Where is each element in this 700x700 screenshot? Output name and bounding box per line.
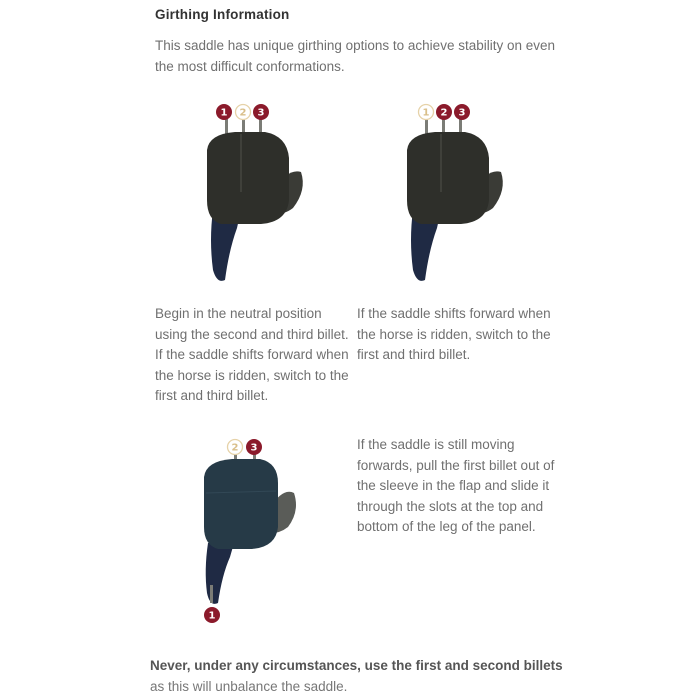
warning-note [150, 655, 570, 697]
billet-badge-1 [216, 104, 232, 120]
billet-badge-2 [228, 440, 243, 455]
billet-badge-3 [454, 104, 470, 120]
caption-figure-1: Begin in the neutral position using the second and third billet. If the saddle shifts forward when the horse is ridden, switch to the first and third billet. [155, 306, 349, 404]
saddle-figure-3 [190, 435, 310, 625]
billet-badge-2 [236, 105, 251, 120]
saddle-flap [407, 132, 489, 224]
billet-badge-1 [419, 105, 434, 120]
intro-text: This saddle has unique girthing options to achieve stability on even the most difficult conformations. [155, 38, 556, 74]
saddle-figure-1 [195, 100, 315, 290]
svg-text:3: 3 [257, 107, 265, 119]
page-title: Girthing Information [155, 7, 290, 22]
svg-text:1: 1 [220, 107, 228, 119]
saddle-illustration-3 [190, 435, 310, 625]
caption-figure-2: If the saddle shifts forward when the horse is ridden, switch to the first and third billet. [357, 306, 551, 363]
warning-bold: Never, under any circumstances, use the first and second billets [150, 658, 563, 673]
svg-text:2: 2 [239, 107, 247, 119]
svg-text:3: 3 [458, 107, 466, 119]
saddle-flap [207, 132, 289, 224]
svg-text:1: 1 [422, 107, 430, 119]
panel-leg [206, 543, 234, 604]
billet-badge-3 [246, 439, 262, 455]
billet-strap [210, 585, 213, 603]
svg-text:2: 2 [440, 107, 448, 119]
saddle-figure-2 [395, 100, 515, 290]
warning-rest: as this will unbalance the saddle. [150, 679, 348, 694]
billet-badge-3 [253, 104, 269, 120]
svg-text:3: 3 [250, 442, 258, 454]
saddle-illustration-1 [195, 100, 315, 290]
svg-text:2: 2 [231, 442, 239, 454]
caption-figure-3: If the saddle is still moving forwards, pull the first billet out of the sleeve in the flap and slide it through the slots at the top and bottom of the leg of the panel. [357, 437, 555, 535]
saddle-illustration-2 [395, 100, 515, 290]
saddle-flap [204, 459, 278, 549]
svg-text:1: 1 [208, 610, 216, 622]
billet-badge-2 [436, 104, 452, 120]
billet-badge-1 [204, 607, 220, 623]
